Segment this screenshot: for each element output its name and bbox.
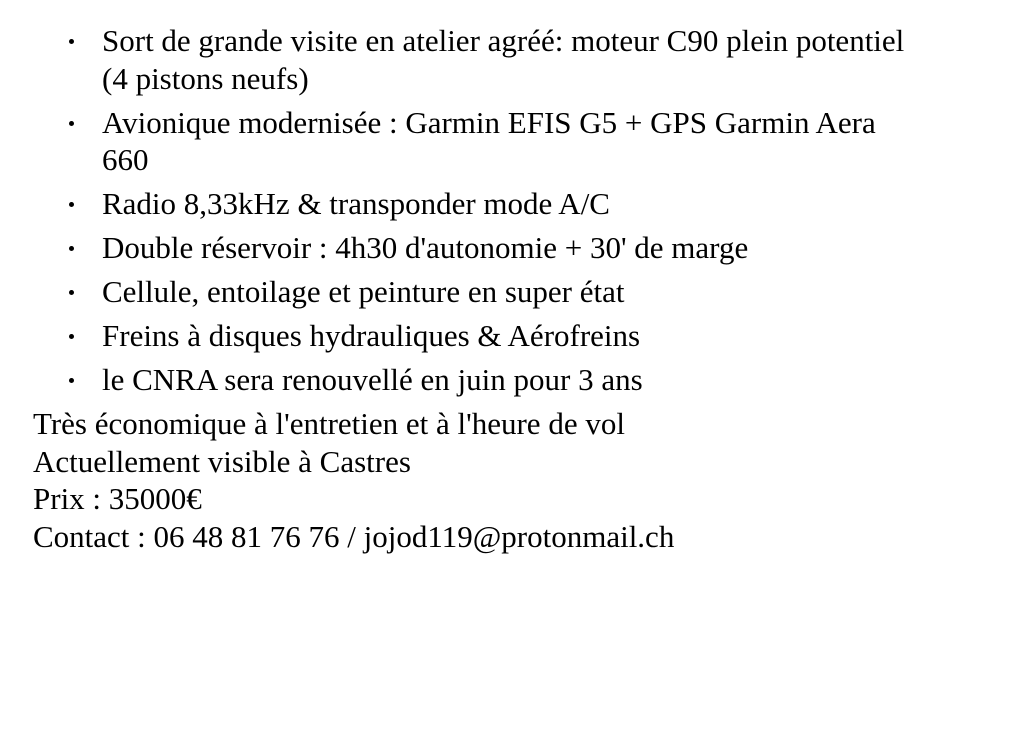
feature-list: [33, 22, 993, 399]
feature-item: Avionique modernisée : Garmin EFIS G5 + GPS Garmin Aera 660: [102, 104, 922, 179]
feature-item: Double réservoir : 4h30 d'autonomie + 30' de marge: [102, 229, 922, 267]
listing-content: [33, 22, 993, 555]
economy-text: Très économique à l'entretien et à l'heure de vol: [33, 406, 625, 441]
feature-item: Freins à disques hydrauliques & Aérofreins: [102, 317, 922, 355]
feature-item: Sort de grande visite en atelier agréé: moteur C90 plein potentiel (4 pistons neufs): [102, 22, 922, 97]
location-text: Actuellement visible à Castres: [33, 443, 411, 479]
feature-item: Cellule, entoilage et peinture en super état: [102, 273, 922, 311]
contact-text: Contact : 06 48 81 76 76 / jojod119@protonmail.ch: [33, 518, 675, 554]
feature-item: Radio 8,33kHz & transponder mode A/C: [102, 185, 922, 223]
price-text: Prix : 35000€: [33, 481, 202, 516]
feature-item: le CNRA sera renouvellé en juin pour 3 ans: [102, 361, 922, 399]
